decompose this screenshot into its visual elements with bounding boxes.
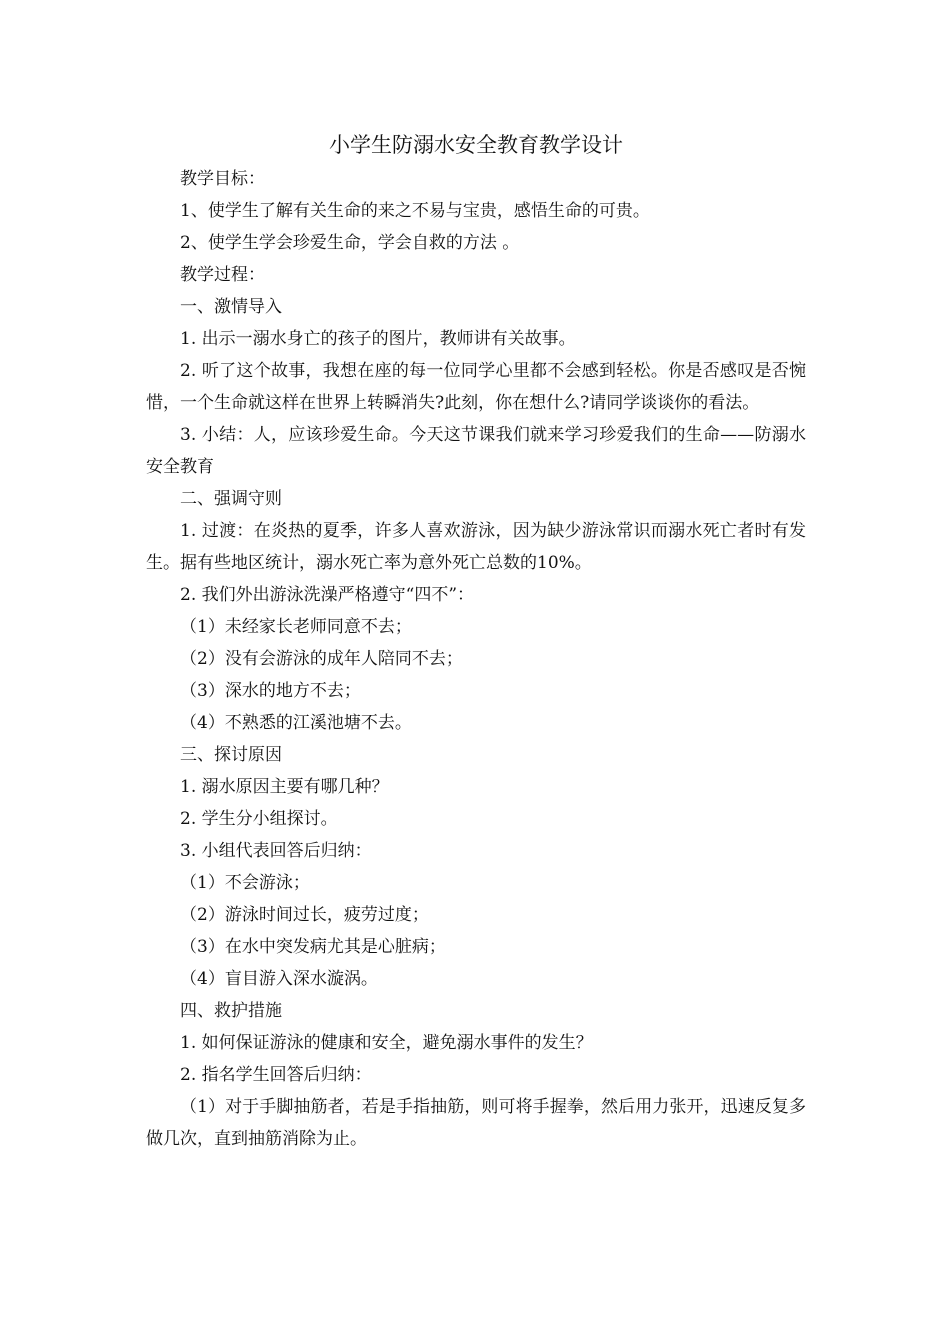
list-item: （1）不会游泳； bbox=[180, 873, 310, 893]
objective-item: 1、使学生了解有关生命的来之不易与宝贵，感悟生命的可贵。 bbox=[180, 201, 650, 221]
paragraph: 1. 溺水原因主要有哪几种？ bbox=[180, 777, 389, 797]
section-heading-process: 教学过程： bbox=[180, 265, 265, 285]
paragraph: 2. 学生分小组探讨。 bbox=[180, 809, 338, 829]
paragraph: 2. 听了这个故事，我想在座的每一位同学心里都不会感到轻松。你是否感叹是否惋惜，一个生命就这样在世界上转瞬消失?此刻，你在想什么?请同学谈谈你的看法。 bbox=[146, 361, 806, 413]
section-heading: 一、激情导入 bbox=[180, 297, 282, 317]
list-item: （2）没有会游泳的成年人陪同不去； bbox=[180, 649, 463, 669]
paragraph: 1. 过渡：在炎热的夏季，许多人喜欢游泳，因为缺少游泳常识而溺水死亡者时有发生。据有些地区统计，溺水死亡率为意外死亡总数的10%。 bbox=[146, 521, 806, 573]
paragraph: 2. 指名学生回答后归纳： bbox=[180, 1065, 372, 1085]
document-page bbox=[146, 128, 806, 1155]
list-item: （3）深水的地方不去； bbox=[180, 681, 361, 701]
list-item: （4）盲目游入深水漩涡。 bbox=[180, 969, 378, 989]
objective-item: 2、使学生学会珍爱生命，学会自救的方法 。 bbox=[180, 233, 520, 253]
section-heading: 三、探讨原因 bbox=[180, 745, 282, 765]
paragraph: 1. 出示一溺水身亡的孩子的图片，教师讲有关故事。 bbox=[180, 329, 576, 349]
list-item: （1）对于手脚抽筋者，若是手指抽筋，则可将手握拳，然后用力张开，迅速反复多做几次，直到抽筋消除为止。 bbox=[146, 1097, 806, 1149]
list-item: （1）未经家长老师同意不去； bbox=[180, 617, 412, 637]
list-item: （3）在水中突发病尤其是心脏病； bbox=[180, 937, 446, 957]
section-heading: 四、救护措施 bbox=[180, 1001, 282, 1021]
paragraph: 1. 如何保证游泳的健康和安全，避免溺水事件的发生？ bbox=[180, 1033, 593, 1053]
section-heading-objectives: 教学目标： bbox=[180, 169, 265, 189]
paragraph: 3. 小结：人，应该珍爱生命。今天这节课我们就来学习珍爱我们的生命——防溺水安全教育 bbox=[146, 425, 806, 477]
list-item: （2）游泳时间过长，疲劳过度； bbox=[180, 905, 429, 925]
section-heading: 二、强调守则 bbox=[180, 489, 282, 509]
list-item: （4）不熟悉的江溪池塘不去。 bbox=[180, 713, 412, 733]
paragraph: 3. 小组代表回答后归纳： bbox=[180, 841, 372, 861]
document-title: 小学生防溺水安全教育教学设计 bbox=[329, 133, 623, 157]
paragraph: 2. 我们外出游泳洗澡严格遵守“四不”： bbox=[180, 585, 475, 605]
